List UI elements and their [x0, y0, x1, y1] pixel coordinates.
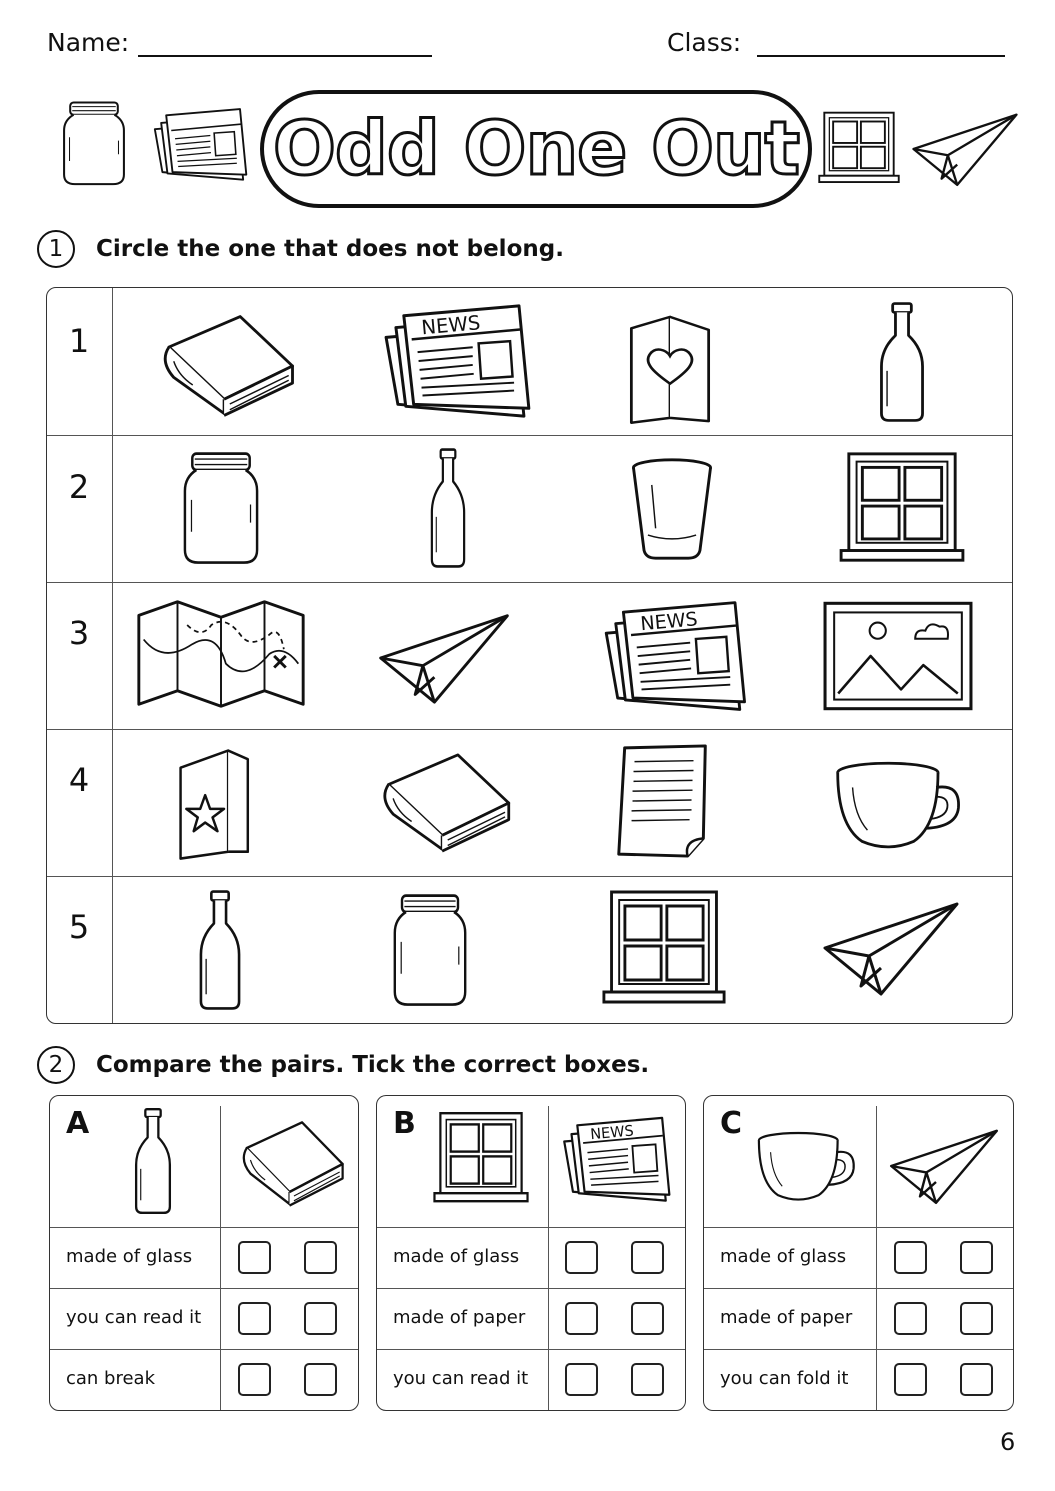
row-number: 4: [68, 761, 90, 799]
tick-box[interactable]: [960, 1302, 993, 1335]
map-icon[interactable]: [134, 595, 308, 713]
news-label: NEWS: [589, 1122, 635, 1144]
section-1-number: 1: [37, 230, 75, 268]
jar-icon: [60, 96, 128, 192]
title-banner: [260, 90, 812, 208]
tick-box[interactable]: [238, 1363, 271, 1396]
section-2-instruction: Compare the pairs. Tick the correct boxes.: [96, 1052, 650, 1078]
property-label: you can fold it: [720, 1368, 849, 1389]
book-icon[interactable]: [150, 308, 302, 424]
tick-box[interactable]: [960, 1363, 993, 1396]
tick-box[interactable]: [894, 1241, 927, 1274]
compare-card-a: [49, 1095, 359, 1411]
heart-card-icon[interactable]: [624, 312, 716, 426]
bottle-icon[interactable]: [426, 446, 470, 570]
news-label: NEWS: [420, 311, 482, 340]
tick-box[interactable]: [565, 1302, 598, 1335]
newspaper-icon[interactable]: [595, 595, 751, 719]
row-number: 5: [68, 908, 90, 946]
row-number: 1: [68, 322, 90, 360]
tick-box[interactable]: [304, 1302, 337, 1335]
tick-box[interactable]: [565, 1363, 598, 1396]
window-icon[interactable]: [602, 888, 726, 1008]
page-number: 6: [1000, 1428, 1016, 1456]
section-2-number: 2: [37, 1046, 75, 1084]
tick-box[interactable]: [238, 1302, 271, 1335]
bottle-icon: [130, 1106, 176, 1216]
book-icon: [232, 1116, 350, 1212]
card-letter: B: [393, 1106, 416, 1141]
compare-card-b: [376, 1095, 686, 1411]
tick-box[interactable]: [631, 1241, 664, 1274]
property-label: made of glass: [66, 1246, 193, 1267]
paper-plane-icon[interactable]: [820, 898, 962, 998]
picture-frame-icon[interactable]: [822, 600, 974, 712]
news-label: NEWS: [639, 608, 699, 636]
tick-box[interactable]: [960, 1241, 993, 1274]
property-label: made of glass: [393, 1246, 520, 1267]
paper-plane-icon: [910, 110, 1020, 188]
property-label: made of glass: [720, 1246, 847, 1267]
window-icon[interactable]: [838, 450, 966, 566]
newspaper-icon: [557, 1112, 673, 1208]
card-letter: C: [720, 1106, 743, 1141]
mug-icon[interactable]: [834, 758, 964, 854]
bottle-icon[interactable]: [874, 300, 930, 424]
tick-box[interactable]: [631, 1363, 664, 1396]
paper-plane-icon: [888, 1126, 1000, 1206]
name-label: Name:: [47, 28, 130, 57]
mug-icon: [756, 1130, 858, 1204]
compare-card-c: [703, 1095, 1014, 1411]
star-card-icon[interactable]: [174, 742, 256, 862]
section-1-instruction: Circle the one that does not belong.: [96, 236, 564, 262]
tick-box[interactable]: [631, 1302, 664, 1335]
tick-box[interactable]: [304, 1363, 337, 1396]
tick-box[interactable]: [894, 1302, 927, 1335]
paper-sheet-icon[interactable]: [614, 742, 714, 860]
jar-icon[interactable]: [390, 892, 470, 1010]
book-icon[interactable]: [370, 746, 518, 860]
page-title: Odd One Out: [272, 106, 800, 192]
tick-box[interactable]: [304, 1241, 337, 1274]
newspaper-icon[interactable]: [375, 298, 535, 426]
name-field[interactable]: [138, 55, 432, 57]
row-number: 2: [68, 468, 90, 506]
property-label: you can read it: [393, 1368, 529, 1389]
window-icon: [818, 104, 900, 192]
tick-box[interactable]: [565, 1241, 598, 1274]
newspaper-icon: [145, 104, 253, 186]
card-letter: A: [66, 1106, 90, 1141]
property-label: can break: [66, 1368, 156, 1389]
glass-cup-icon[interactable]: [628, 456, 716, 562]
window-icon: [433, 1110, 529, 1206]
bottle-icon[interactable]: [194, 888, 246, 1012]
tick-box[interactable]: [238, 1241, 271, 1274]
row-number: 3: [68, 614, 90, 652]
class-field[interactable]: [757, 55, 1005, 57]
tick-box[interactable]: [894, 1363, 927, 1396]
class-label: Class:: [667, 28, 742, 57]
property-label: you can read it: [66, 1307, 202, 1328]
paper-plane-icon[interactable]: [376, 610, 512, 706]
property-label: made of paper: [393, 1307, 526, 1328]
property-label: made of paper: [720, 1307, 853, 1328]
jar-icon[interactable]: [180, 450, 262, 568]
